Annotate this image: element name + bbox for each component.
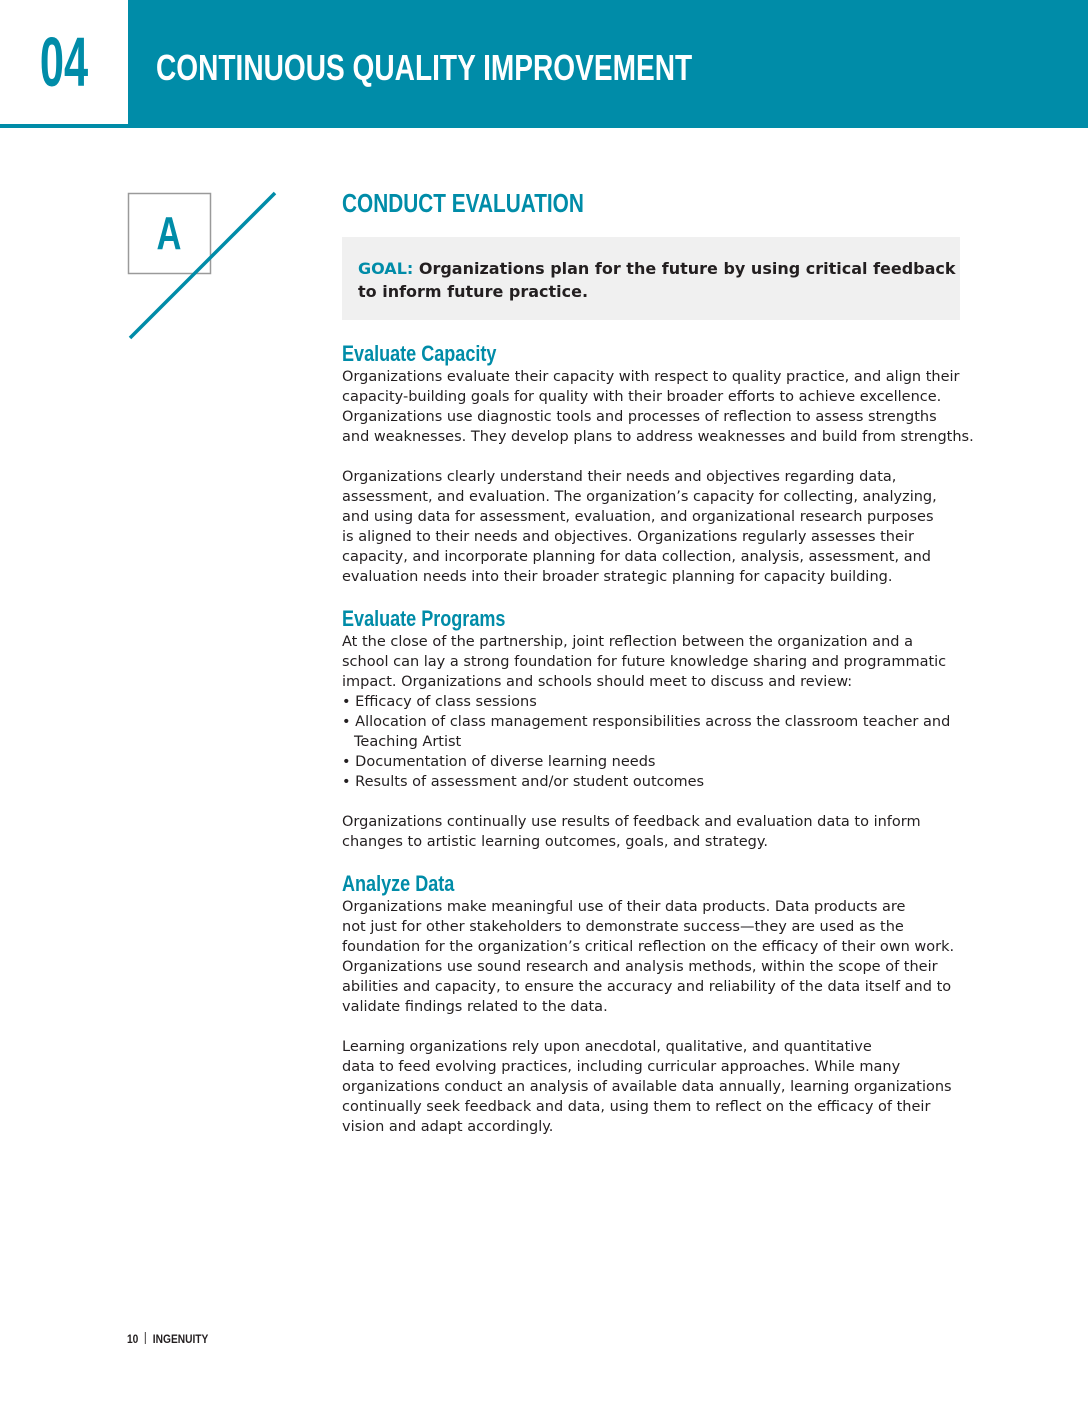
paragraph-line: Organizations continually use results of feedback and evaluation data to inform [342,814,921,830]
evaluate-capacity-body [342,367,982,587]
paragraph-line: Organizations evaluate their capacity with respect to quality practice, and align their [342,369,960,385]
section-title: CONDUCT EVALUATION [342,188,584,218]
bullet-item-continuation: Teaching Artist [354,734,462,750]
paragraph-line: changes to artistic learning outcomes, goals, and strategy. [342,834,768,850]
paragraph-line: validate findings related to the data. [342,999,608,1015]
bullet-item: • Results of assessment and/or student outcomes [342,774,705,790]
bullet-item: • Allocation of class management responsibilities across the classroom teacher and [342,714,951,730]
page-number: 10 [127,1332,139,1346]
paragraph-line: foundation for the organization’s critical reflection on the efficacy of their own work. [342,939,955,955]
goal-callout [342,237,960,320]
paragraph-line: school can lay a strong foundation for future knowledge sharing and programmatic [342,654,947,670]
analyze-data-heading: Analyze Data [342,871,455,896]
paragraph-line: Organizations clearly understand their needs and objectives regarding data, [342,469,897,485]
paragraph-line: Learning organizations rely upon anecdotal, qualitative, and quantitative [342,1039,872,1055]
paragraph-line: impact. Organizations and schools should meet to discuss and review: [342,674,853,690]
page-footer [127,1330,208,1348]
evaluate-programs-heading: Evaluate Programs [342,606,506,631]
goal-label: GOAL: [358,259,414,278]
evaluate-programs-body [342,632,982,852]
bullet-item: • Documentation of diverse learning needs [342,754,656,770]
paragraph-line: Organizations use sound research and analysis methods, within the scope of their [342,959,938,975]
paragraph-line: At the close of the partnership, joint reflection between the organization and a [342,634,913,650]
goal-text-1: Organizations plan for the future by using critical feedback [418,259,956,278]
goal-text-2: to inform future practice. [358,282,589,301]
chapter-title: CONTINUOUS QUALITY IMPROVEMENT [156,47,693,88]
paragraph-line: capacity, and incorporate planning for data collection, analysis, assessment, and [342,549,931,565]
paragraph-line: evaluation needs into their broader strategic planning for capacity building. [342,569,893,585]
paragraph-line: and using data for assessment, evaluation, and organizational research purposes [342,509,934,525]
evaluate-capacity-heading: Evaluate Capacity [342,341,497,366]
chapter-number: 04 [39,23,89,101]
paragraph-gap [342,792,982,812]
paragraph-line: Organizations make meaningful use of their data products. Data products are [342,899,906,915]
paragraph-line: Organizations use diagnostic tools and processes of reflection to assess strengths [342,409,937,425]
paragraph-gap [342,1017,982,1037]
paragraph-line: vision and adapt accordingly. [342,1119,554,1135]
paragraph-line: not just for other stakeholders to demonstrate success—they are used as the [342,919,904,935]
goal-line-1 [358,257,956,280]
paragraph-gap [342,447,982,467]
footer-divider [145,1332,146,1344]
paragraph-line: is aligned to their needs and objectives. Organizations regularly assesses their [342,529,914,545]
paragraph-line: organizations conduct an analysis of available data annually, learning organizations [342,1079,952,1095]
paragraph-line: abilities and capacity, to ensure the accuracy and reliability of the data itself and to [342,979,952,995]
publication-name: INGENUITY [152,1332,209,1346]
paragraph-line: and weaknesses. They develop plans to address weaknesses and build from strengths. [342,429,974,445]
analyze-data-body [342,897,982,1137]
bullet-item: • Efficacy of class sessions [342,694,537,710]
paragraph-line: continually seek feedback and data, using them to reflect on the efficacy of their [342,1099,931,1115]
paragraph-line: assessment, and evaluation. The organization’s capacity for collecting, analyzing, [342,489,937,505]
paragraph-line: capacity-building goals for quality with their broader efforts to achieve excellence. [342,389,942,405]
section-letter: A [156,207,182,259]
paragraph-line: data to feed evolving practices, including curricular approaches. While many [342,1059,901,1075]
